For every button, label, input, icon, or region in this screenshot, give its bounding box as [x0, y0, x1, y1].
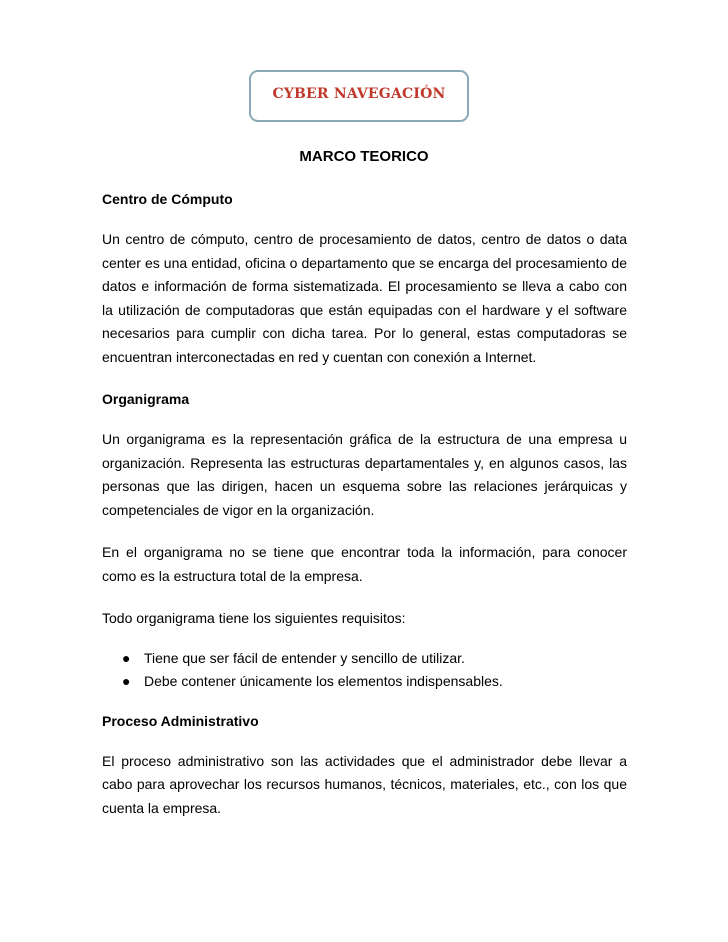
paragraph-organigrama-definition: Un organigrama es la representación gráfica de la estructura de una empresa u organización. Representa las estructuras departamentales y, en algunos casos, las personas que las dirigen, hacen un esquema sobre las relaciones jerárquicas y competenciales de vigor en la organización.	[102, 431, 627, 518]
requirements-list	[102, 647, 627, 694]
heading-proceso-administrativo: Proceso Administrativo	[102, 712, 259, 729]
heading-organigrama: Organigrama	[102, 391, 190, 407]
bullet-icon: ●	[122, 649, 131, 666]
paragraph-centro-computo: Un centro de cómputo, centro de procesamiento de datos, centro de datos o data center es una entidad, oficina o departamento que se encarga del procesamiento de datos e información de forma sistematizada. El procesamiento se lleva a cabo con la utilización de computadoras que están equipadas con el hardware y el software necesarios para cumplir con dicha tarea. Por lo general, estas computadoras se encuentran interconectadas en red y cuentan con conexión a Internet.	[102, 231, 627, 365]
paragraph-organigrama-requisitos: Todo organigrama tiene los siguientes requisitos:	[102, 610, 406, 626]
bullet-icon: ●	[122, 673, 131, 689]
brand-title: CYBER NAVEGACIÓN	[272, 86, 446, 102]
header-banner	[249, 70, 469, 122]
document-body	[102, 188, 627, 820]
list-item: ● Tiene que ser fácil de entender y sencillo de utilizar.	[102, 647, 627, 671]
paragraph-organigrama-info: En el organigrama no se tiene que encontrar toda la información, para conocer como es la estructura total de la empresa.	[102, 544, 627, 584]
paragraph-proceso-administrativo: El proceso administrativo son las actividades que el administrador debe llevar a cabo para aprovechar los recursos humanos, técnicos, materiales, etc., con los que cuenta la empresa.	[102, 752, 627, 816]
list-item: ● Debe contener únicamente los elementos indispensables.	[102, 670, 627, 694]
page-title: MARCO TEORICO	[299, 148, 429, 165]
heading-centro-computo: Centro de Cómputo	[102, 191, 233, 207]
